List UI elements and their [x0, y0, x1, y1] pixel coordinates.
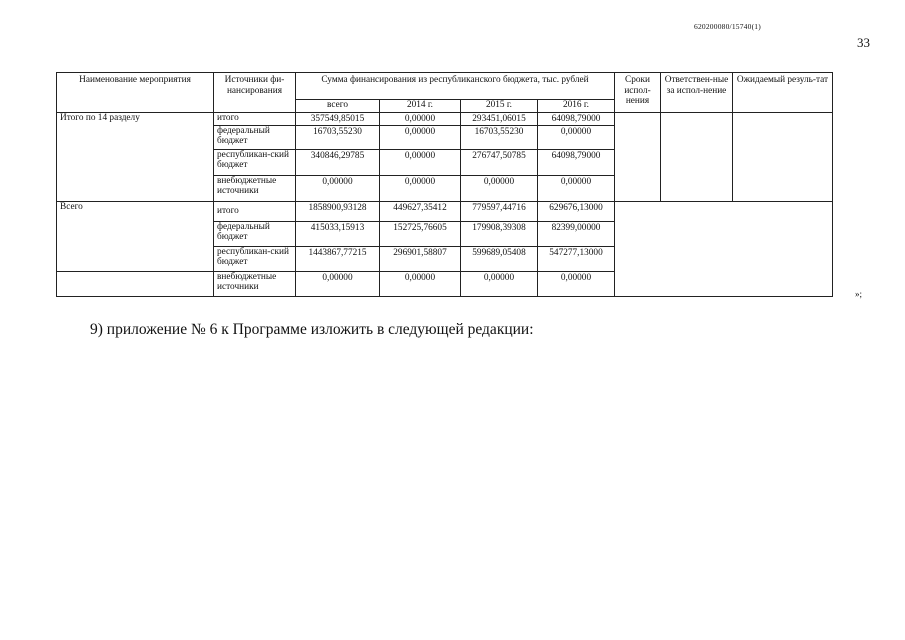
y2014-cell: 0,00000: [380, 113, 461, 126]
total-cell: 0,00000: [296, 271, 380, 296]
y2016-cell: 0,00000: [538, 125, 615, 149]
y2015-cell: 0,00000: [461, 271, 538, 296]
y2015-cell: 179908,39308: [461, 221, 538, 246]
source-cell: республикан-ский бюджет: [214, 149, 296, 175]
financing-table: [56, 72, 833, 297]
document-id: 620200080/15740(1): [694, 22, 761, 31]
y2016-cell: 64098,79000: [538, 113, 615, 126]
source-cell: федеральный бюджет: [214, 125, 296, 149]
y2014-cell: 0,00000: [380, 271, 461, 296]
closing-quote-mark: »;: [855, 289, 863, 299]
total-cell: 0,00000: [296, 175, 380, 201]
header-2015: 2015 г.: [461, 100, 538, 113]
table-row: [57, 271, 833, 296]
source-cell: внебюджетные источники: [214, 175, 296, 201]
group-name: Всего: [57, 201, 214, 271]
header-event: Наименование мероприятия: [57, 73, 214, 113]
expected-cell: [733, 113, 833, 202]
header-2014: 2014 г.: [380, 100, 461, 113]
group-name-empty: [57, 271, 214, 296]
header-sources: Источники фи-нансирования: [214, 73, 296, 113]
y2016-cell: 0,00000: [538, 175, 615, 201]
y2014-cell: 296901,58807: [380, 246, 461, 271]
header-total: всего: [296, 100, 380, 113]
source-cell: республикан-ский бюджет: [214, 246, 296, 271]
source-cell: федеральный бюджет: [214, 221, 296, 246]
header-terms: Сроки испол-нения: [615, 73, 661, 113]
amendment-paragraph: 9) приложение № 6 к Программе изложить в следующей редакции:: [90, 321, 534, 338]
header-2016: 2016 г.: [538, 100, 615, 113]
y2015-cell: 16703,55230: [461, 125, 538, 149]
y2015-cell: 276747,50785: [461, 149, 538, 175]
table-row: [57, 113, 833, 126]
y2016-cell: 64098,79000: [538, 149, 615, 175]
y2014-cell: 0,00000: [380, 175, 461, 201]
source-cell: итого: [214, 201, 296, 221]
y2015-cell: 293451,06015: [461, 113, 538, 126]
y2015-cell: 599689,05408: [461, 246, 538, 271]
source-cell: итого: [214, 113, 296, 126]
total-cell: 1443867,77215: [296, 246, 380, 271]
group-name: Итого по 14 разделу: [57, 113, 214, 202]
total-cell: 415033,15913: [296, 221, 380, 246]
header-expected: Ожидаемый резуль-тат: [733, 73, 833, 113]
header-sum: [296, 73, 615, 100]
y2016-cell: 82399,00000: [538, 221, 615, 246]
total-cell: 340846,29785: [296, 149, 380, 175]
y2016-cell: 629676,13000: [538, 201, 615, 221]
y2016-cell: 0,00000: [538, 271, 615, 296]
header-responsible: Ответствен-ные за испол-нение: [661, 73, 733, 113]
total-cell: 16703,55230: [296, 125, 380, 149]
y2015-cell: 779597,44716: [461, 201, 538, 221]
header-sum-label: Сумма финансирования из республиканского бюджета, тыс. рублей: [321, 75, 589, 85]
page-number: 33: [857, 35, 870, 50]
y2014-cell: 0,00000: [380, 125, 461, 149]
empty-info-cell: [615, 201, 833, 271]
total-cell: 1858900,93128: [296, 201, 380, 221]
empty-info-cell: [615, 271, 833, 296]
y2014-cell: 449627,35412: [380, 201, 461, 221]
y2015-cell: 0,00000: [461, 175, 538, 201]
y2014-cell: 152725,76605: [380, 221, 461, 246]
source-cell: внебюджетные источники: [214, 271, 296, 296]
responsible-cell: [661, 113, 733, 202]
total-cell: 357549,85015: [296, 113, 380, 126]
y2014-cell: 0,00000: [380, 149, 461, 175]
y2016-cell: 547277,13000: [538, 246, 615, 271]
table-row: [57, 201, 833, 221]
terms-cell: [615, 113, 661, 202]
